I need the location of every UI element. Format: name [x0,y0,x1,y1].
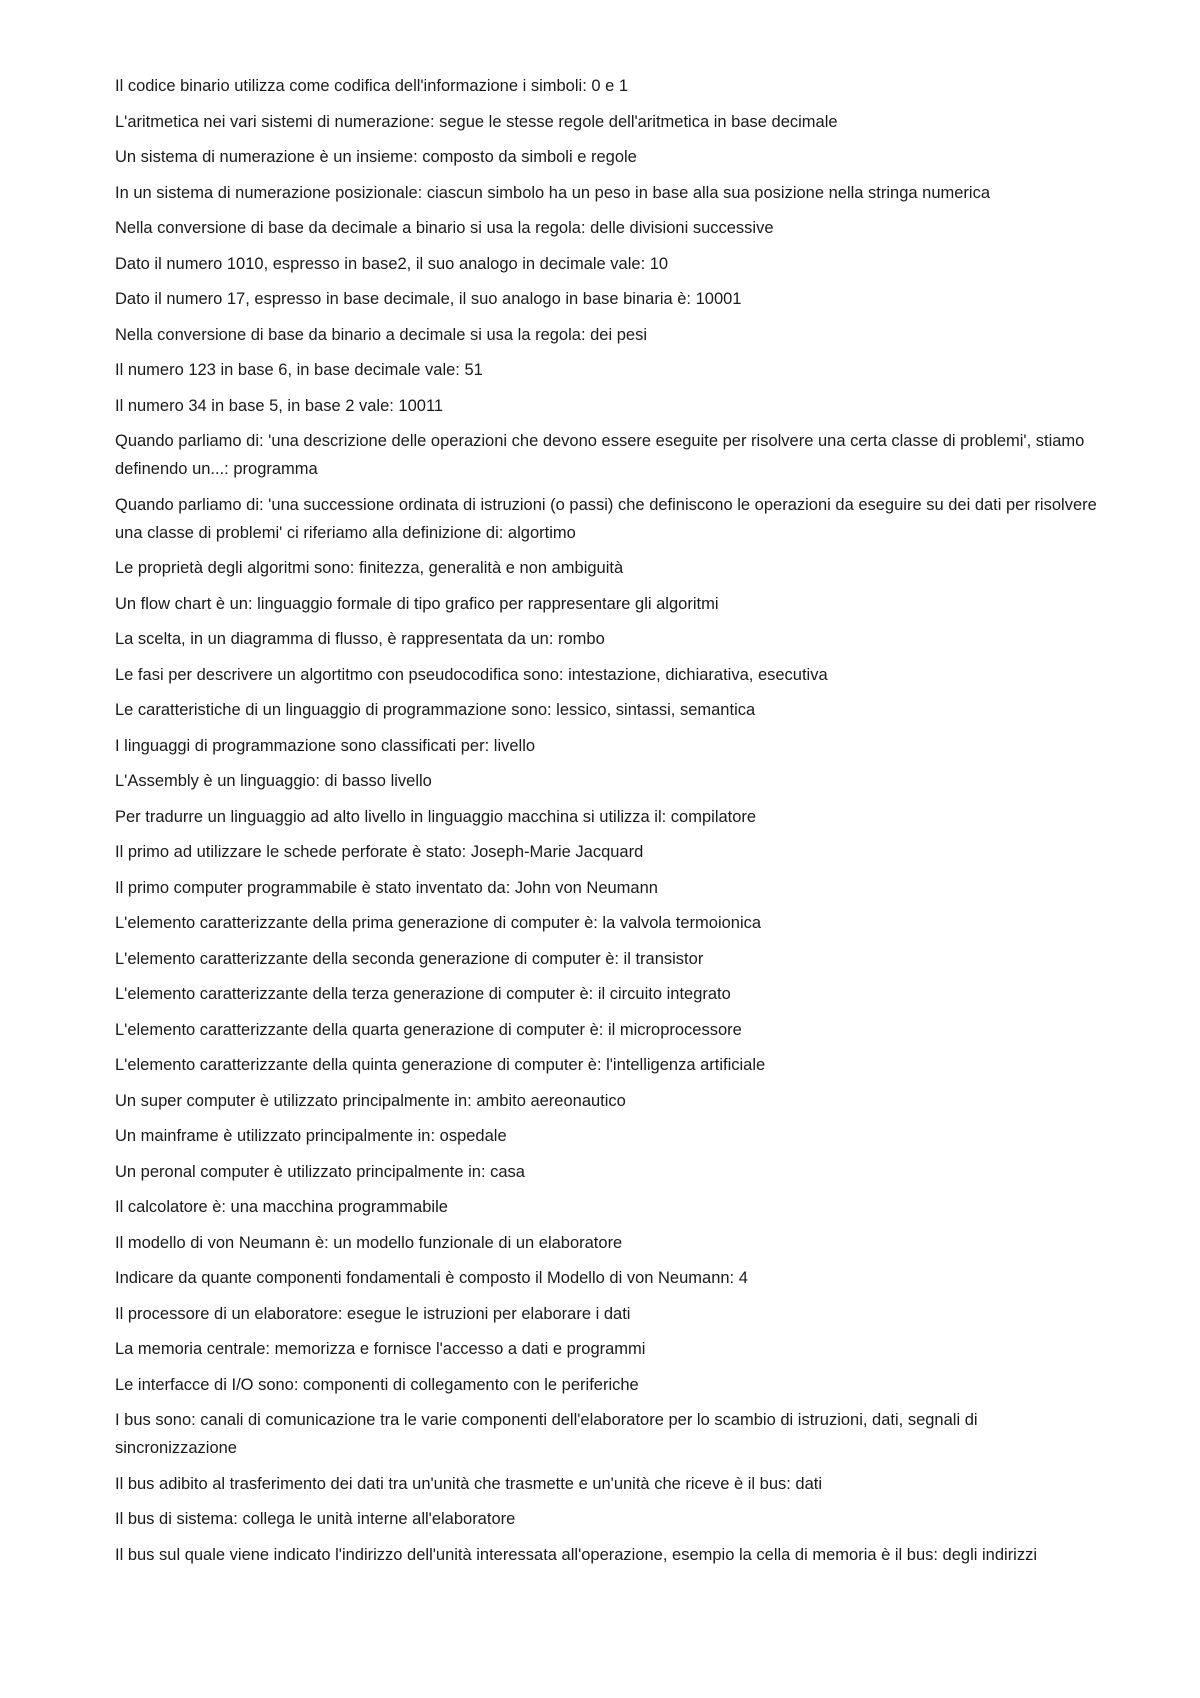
document-line: Il bus sul quale viene indicato l'indirizzo dell'unità interessata all'operazione, esempio la cella di memoria è il bus: degli indirizzi [115,1545,1038,1564]
document-line: Le fasi per descrivere un algortitmo con pseudocodifica sono: intestazione, dichiarativa, esecutiva [115,665,828,684]
document-line: Indicare da quante componenti fondamentali è composto il Modello di von Neumann: 4 [115,1269,748,1287]
document-line: Le interfacce di I/O sono: componenti di collegamento con le periferiche [115,1375,639,1394]
document-line: Dato il numero 1010, espresso in base2, il suo analogo in decimale vale: 10 [115,254,669,273]
document-line: L'elemento caratterizzante della seconda generazione di computer è: il transistor [115,949,704,968]
document-line: Il bus adibito al trasferimento dei dati tra un'unità che trasmette e un'unità che riceve è il bus: dati [115,1474,823,1493]
document-line: Il modello di von Neumann è: un modello funzionale di un elaboratore [115,1233,623,1252]
document-line: Il primo ad utilizzare le schede perforate è stato: Joseph-Marie Jacquard [115,843,644,861]
document-line: Il bus di sistema: collega le unità interne all'elaboratore [115,1510,516,1528]
document-line: I bus sono: canali di comunicazione tra le varie componenti dell'elaboratore per lo scambio di istruzioni, dati, segnali di sincronizzazione [115,1411,978,1457]
document-line: Dato il numero 17, espresso in base decimale, il suo analogo in base binaria è: 10001 [115,290,742,308]
document-line: Il processore di un elaboratore: esegue le istruzioni per elaborare i dati [115,1304,631,1323]
document-line: L'elemento caratterizzante della terza generazione di computer è: il circuito integrato [115,985,731,1003]
document-line: Le caratteristiche di un linguaggio di programmazione sono: lessico, sintassi, semantica [115,701,756,719]
document-line: L'aritmetica nei vari sistemi di numerazione: segue le stesse regole dell'aritmetica in base decimale [115,112,838,131]
document-line: La memoria centrale: memorizza e fornisce l'accesso a dati e programmi [115,1340,646,1358]
document-line: Per tradurre un linguaggio ad alto livello in linguaggio macchina si utilizza il: compilatore [115,807,757,826]
document-line: La scelta, in un diagramma di flusso, è rappresentata da un: rombo [115,630,605,648]
document-line: Il primo computer programmabile è stato inventato da: John von Neumann [115,878,658,897]
document-line: Il calcolatore è: una macchina programmabile [115,1198,448,1216]
document-line: Un super computer è utilizzato principalmente in: ambito aereonautico [115,1091,626,1110]
document-line: L'elemento caratterizzante della quarta generazione di computer è: il microprocessore [115,1020,742,1039]
document-line: Un mainframe è utilizzato principalmente in: ospedale [115,1127,507,1145]
document-line: Quando parliamo di: 'una successione ordinata di istruzioni (o passi) che definiscono le operazioni da eseguire su dei dati per risolvere una classe di problemi' ci riferiamo alla definizione di: algortimo [115,495,1097,542]
document-line: Un peronal computer è utilizzato principalmente in: casa [115,1162,525,1181]
document-line: Quando parliamo di: 'una descrizione delle operazioni che devono essere eseguite per risolvere una certa classe di problemi', stiamo definendo un...: programma [115,432,1085,478]
document-line: L'elemento caratterizzante della prima generazione di computer è: la valvola termoionica [115,914,762,932]
document-line: Il numero 123 in base 6, in base decimale vale: 51 [115,361,483,379]
document-line: Le proprietà degli algoritmi sono: finitezza, generalità e non ambiguità [115,559,624,577]
document-line: Un flow chart è un: linguaggio formale di tipo grafico per rappresentare gli algoritmi [115,594,719,613]
document-line: In un sistema di numerazione posizionale: ciascun simbolo ha un peso in base alla sua posizione nella stringa numerica [115,183,991,202]
document-line: L'elemento caratterizzante della quinta generazione di computer è: l'intelligenza artificiale [115,1056,766,1074]
document-line: L'Assembly è un linguaggio: di basso livello [115,772,432,790]
document-line: Un sistema di numerazione è un insieme: composto da simboli e regole [115,148,637,166]
document-line: Nella conversione di base da binario a decimale si usa la regola: dei pesi [115,325,647,344]
document-line: Il codice binario utilizza come codifica dell'informazione i simboli: 0 e 1 [115,77,629,95]
document-line: Il numero 34 in base 5, in base 2 vale: 10011 [115,396,444,415]
document-line: I linguaggi di programmazione sono classificati per: livello [115,736,536,755]
document-line: Nella conversione di base da decimale a binario si usa la regola: delle divisioni successive [115,219,774,237]
document-body [115,72,1100,1576]
